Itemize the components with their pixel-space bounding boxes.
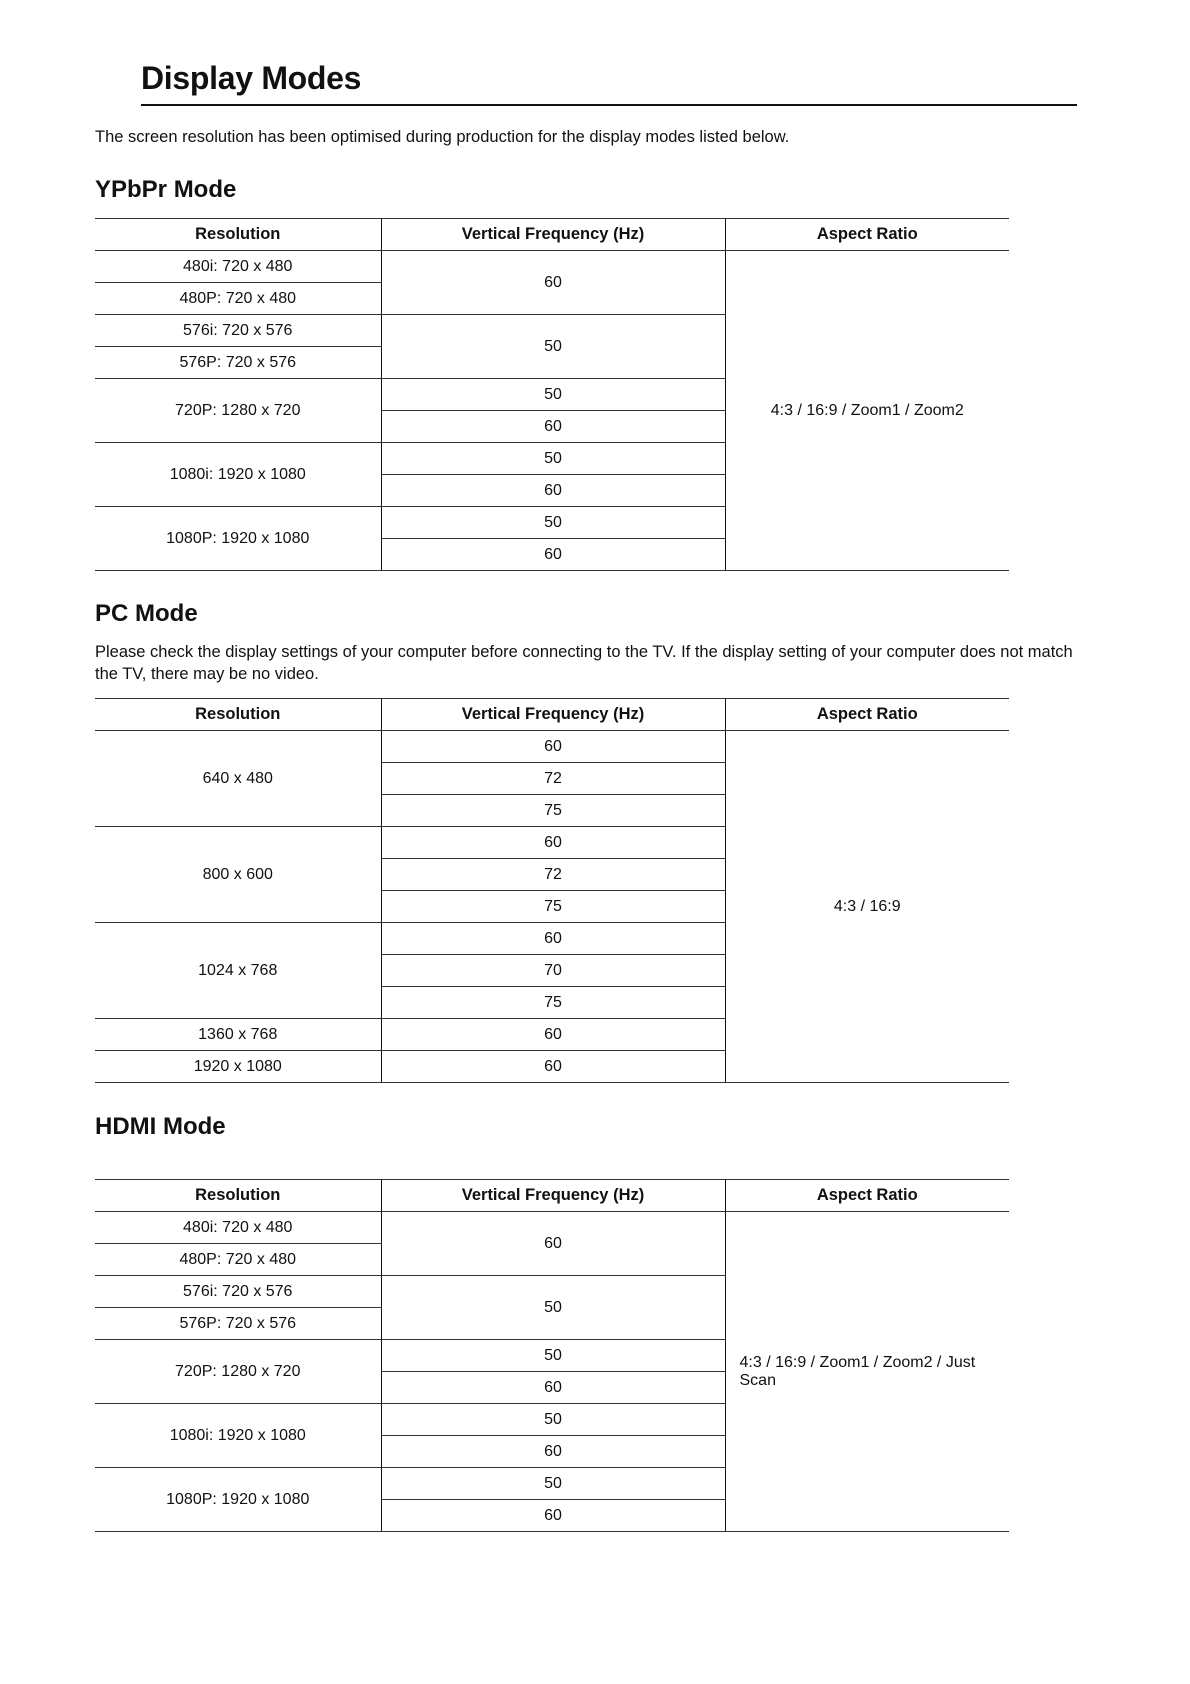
frequency-cell: 75 xyxy=(381,987,725,1019)
resolution-cell: 480i: 720 x 480 xyxy=(95,1212,381,1244)
frequency-cell: 60 xyxy=(381,411,725,443)
frequency-cell: 50 xyxy=(381,379,725,411)
resolution-cell: 1080i: 1920 x 1080 xyxy=(95,1404,381,1468)
frequency-cell: 50 xyxy=(381,1404,725,1436)
table-header-row xyxy=(95,699,1009,731)
frequency-cell: 60 xyxy=(381,1372,725,1404)
frequency-cell: 50 xyxy=(381,1340,725,1372)
frequency-cell: 50 xyxy=(381,507,725,539)
aspect-cell: 4:3 / 16:9 xyxy=(725,731,1009,1083)
frequency-cell: 72 xyxy=(381,859,725,891)
resolution-header: Resolution xyxy=(95,699,381,731)
page-title: Display Modes xyxy=(141,60,362,96)
frequency-cell: 50 xyxy=(381,1468,725,1500)
frequency-cell: 60 xyxy=(381,1212,725,1276)
resolution-cell: 1920 x 1080 xyxy=(95,1051,381,1083)
frequency-cell: 72 xyxy=(381,763,725,795)
frequency-cell: 60 xyxy=(381,1019,725,1051)
frequency-cell: 60 xyxy=(381,923,725,955)
resolution-cell: 576i: 720 x 576 xyxy=(95,315,381,347)
pc-table xyxy=(95,698,1009,1083)
ypbpr-table xyxy=(95,218,1009,571)
resolution-header: Resolution xyxy=(95,219,381,251)
frequency-cell: 60 xyxy=(381,475,725,507)
resolution-cell: 1080P: 1920 x 1080 xyxy=(95,507,381,571)
frequency-cell: 60 xyxy=(381,1436,725,1468)
frequency-cell: 60 xyxy=(381,539,725,571)
resolution-cell: 800 x 600 xyxy=(95,827,381,923)
resolution-cell: 720P: 1280 x 720 xyxy=(95,1340,381,1404)
frequency-cell: 70 xyxy=(381,955,725,987)
frequency-header: Vertical Frequency (Hz) xyxy=(381,1180,725,1212)
resolution-cell: 480P: 720 x 480 xyxy=(95,283,381,315)
frequency-cell: 60 xyxy=(381,251,725,315)
resolution-cell: 720P: 1280 x 720 xyxy=(95,379,381,443)
frequency-header: Vertical Frequency (Hz) xyxy=(381,699,725,731)
table-row xyxy=(95,731,1009,763)
table-row xyxy=(95,1212,1009,1244)
title-divider xyxy=(141,104,1077,106)
resolution-cell: 1024 x 768 xyxy=(95,923,381,1019)
frequency-cell: 50 xyxy=(381,443,725,475)
frequency-cell: 75 xyxy=(381,891,725,923)
resolution-cell: 576P: 720 x 576 xyxy=(95,1308,381,1340)
table-header-row xyxy=(95,1180,1009,1212)
aspect-cell: 4:3 / 16:9 / Zoom1 / Zoom2 / Just Scan xyxy=(725,1212,1009,1532)
resolution-cell: 1360 x 768 xyxy=(95,1019,381,1051)
hdmi-table xyxy=(95,1179,1009,1532)
pc-heading: PC Mode xyxy=(95,600,198,627)
frequency-cell: 60 xyxy=(381,1500,725,1532)
frequency-cell: 60 xyxy=(381,1051,725,1083)
frequency-cell: 50 xyxy=(381,1276,725,1340)
resolution-header: Resolution xyxy=(95,1180,381,1212)
resolution-cell: 480P: 720 x 480 xyxy=(95,1244,381,1276)
aspect-header: Aspect Ratio xyxy=(725,219,1009,251)
resolution-cell: 640 x 480 xyxy=(95,731,381,827)
intro-text: The screen resolution has been optimised during production for the display modes listed below. xyxy=(95,128,790,146)
ypbpr-heading: YPbPr Mode xyxy=(95,176,237,203)
pc-description: Please check the display settings of your computer before connecting to the TV. If the display setting of your computer does not match the TV, there may be no video. xyxy=(95,643,1073,683)
resolution-cell: 576i: 720 x 576 xyxy=(95,1276,381,1308)
resolution-cell: 1080i: 1920 x 1080 xyxy=(95,443,381,507)
resolution-cell: 576P: 720 x 576 xyxy=(95,347,381,379)
frequency-cell: 50 xyxy=(381,315,725,379)
aspect-header: Aspect Ratio xyxy=(725,1180,1009,1212)
table-row xyxy=(95,251,1009,283)
frequency-header: Vertical Frequency (Hz) xyxy=(381,219,725,251)
table-header-row xyxy=(95,219,1009,251)
resolution-cell: 1080P: 1920 x 1080 xyxy=(95,1468,381,1532)
frequency-cell: 75 xyxy=(381,795,725,827)
hdmi-heading: HDMI Mode xyxy=(95,1113,226,1140)
frequency-cell: 60 xyxy=(381,731,725,763)
frequency-cell: 60 xyxy=(381,827,725,859)
resolution-cell: 480i: 720 x 480 xyxy=(95,251,381,283)
aspect-cell: 4:3 / 16:9 / Zoom1 / Zoom2 xyxy=(725,251,1009,571)
aspect-header: Aspect Ratio xyxy=(725,699,1009,731)
